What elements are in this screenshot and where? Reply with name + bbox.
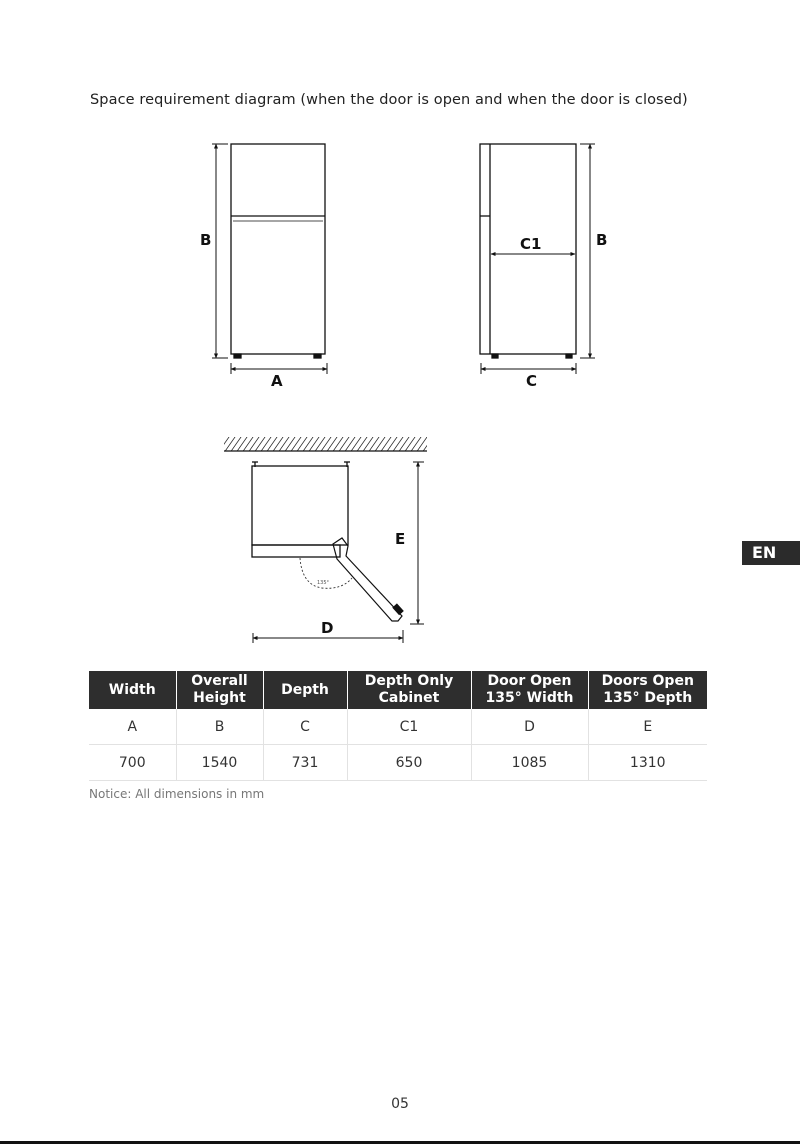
angle-mark: 135° [317, 580, 330, 586]
wall-hatch [224, 437, 427, 451]
bottom-rule [0, 1141, 800, 1144]
dimensions-notice: Notice: All dimensions in mm [89, 787, 265, 801]
dimensions-table [89, 671, 707, 781]
front-height-label: B [200, 231, 212, 249]
table-cell: C1 [347, 709, 471, 745]
side-cabinet-label: C1 [520, 235, 542, 253]
header-depth: Depth [263, 671, 347, 709]
front-view-fridge [231, 144, 325, 358]
header-depth-only-cabinet: Depth Only Cabinet [347, 671, 471, 709]
side-height-label: B [596, 231, 608, 249]
table-cell: D [471, 709, 588, 745]
side-depth-label: C [526, 372, 538, 390]
table-cell: E [588, 709, 707, 745]
header-door-open-width: Door Open 135° Width [471, 671, 588, 709]
page-heading: Space requirement diagram (when the door is open and when the door is closed) [90, 92, 688, 108]
page-number: 05 [391, 1096, 409, 1112]
table-header-row [89, 671, 707, 709]
table-cell: A [89, 709, 176, 745]
language-tab: EN [742, 541, 800, 565]
table-cell: 700 [89, 745, 176, 781]
table-cell: B [176, 709, 263, 745]
top-view-fridge [252, 462, 406, 621]
top-depth-dimension [410, 462, 424, 624]
top-depth-label: E [395, 530, 406, 548]
table-cell: 731 [263, 745, 347, 781]
table-cell: 650 [347, 745, 471, 781]
table-cell: 1085 [471, 745, 588, 781]
front-height-dimension [212, 144, 228, 358]
table-row [89, 745, 707, 781]
header-doors-open-depth: Doors Open 135° Depth [588, 671, 707, 709]
table-row [89, 709, 707, 745]
table-cell: 1540 [176, 745, 263, 781]
top-width-label: D [321, 619, 334, 637]
side-height-dimension [580, 144, 595, 358]
header-overall-height: Overall Height [176, 671, 263, 709]
header-width: Width [89, 671, 176, 709]
table-cell: 1310 [588, 745, 707, 781]
table-cell: C [263, 709, 347, 745]
front-width-label: A [271, 372, 283, 390]
